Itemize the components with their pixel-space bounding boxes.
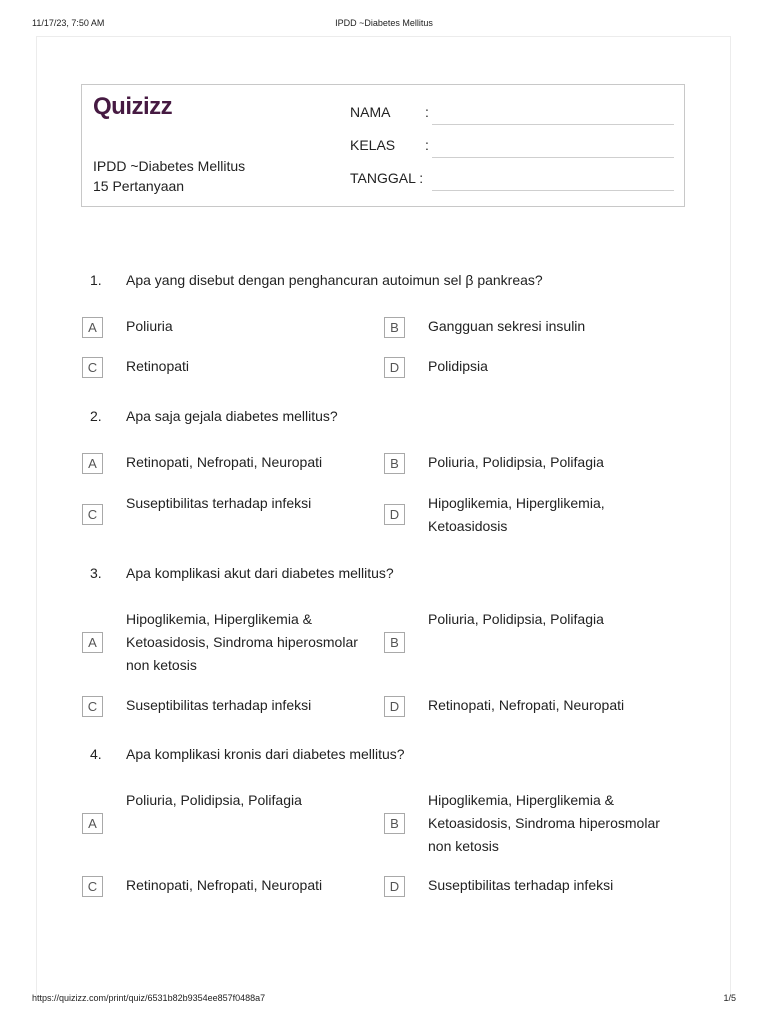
option-text: Suseptibilitas terhadap infeksi [126,697,312,713]
option-letter-box[interactable]: A [82,317,103,338]
question-count: 15 Pertanyaan [93,178,185,194]
class-input-line[interactable] [432,157,674,158]
option-text: Retinopati, Nefropati, Neuropati [428,697,625,713]
option-letter-box[interactable]: D [384,696,405,717]
option-text: Retinopati, Nefropati, Neuropati [126,877,323,893]
field-colon: : [425,137,429,153]
option-letter-box[interactable]: C [82,504,103,525]
option-letter-box[interactable]: A [82,813,103,834]
option-letter-box[interactable]: D [384,357,405,378]
name-field[interactable] [350,101,676,125]
option-text: Hipoglikemia, Hiperglikemia, Ketoasidosis [428,495,605,534]
option-text: Poliuria, Polidipsia, Polifagia [126,792,302,808]
quiz-title: IPDD ~Diabetes Mellitus [93,158,246,174]
option-text: Hipoglikemia, Hiperglikemia & Ketoasidosis, Sindroma hiperosmolar non ketosis [126,611,358,673]
option-letter-box[interactable]: C [82,696,103,717]
option-text: Poliuria, Polidipsia, Polifagia [428,454,604,470]
option-letter-box[interactable]: B [384,453,405,474]
logo-text: Quizizz [93,93,173,120]
field-colon: : [425,104,429,120]
question-number: 2. [90,408,102,424]
option-text: Poliuria, Polidipsia, Polifagia [428,611,604,627]
question-number: 4. [90,746,102,762]
class-field[interactable] [350,134,676,158]
question-text: Apa komplikasi akut dari diabetes mellitus? [126,565,394,581]
name-label: NAMA [350,104,391,120]
option-text: Poliuria [126,318,173,334]
question-text: Apa saja gejala diabetes mellitus? [126,408,338,424]
date-input-line[interactable] [432,190,674,191]
option-letter-box[interactable]: B [384,632,405,653]
option-text: Retinopati, Nefropati, Neuropati [126,454,323,470]
question-number: 1. [90,272,102,288]
option-text: Suseptibilitas terhadap infeksi [126,495,312,511]
print-datetime: 11/17/23, 7:50 AM [32,18,105,28]
date-field[interactable] [350,167,676,191]
quiz-info-box [81,84,685,207]
option-letter-box[interactable]: A [82,632,103,653]
print-header [0,18,768,32]
date-label: TANGGAL : [350,170,424,186]
quizizz-logo [93,93,172,121]
print-title: IPDD ~Diabetes Mellitus [335,18,433,28]
question-text: Apa komplikasi kronis dari diabetes mellitus? [126,746,405,762]
class-label: KELAS [350,137,396,153]
option-letter-box[interactable]: C [82,357,103,378]
name-input-line[interactable] [432,124,674,125]
option-text: Hipoglikemia, Hiperglikemia & Ketoasidosis, Sindroma hiperosmolar non ketosis [428,792,660,854]
print-footer [0,993,768,1007]
option-letter-box[interactable]: D [384,504,405,525]
page-number: 1/5 [723,993,736,1003]
print-url[interactable]: https://quizizz.com/print/quiz/6531b82b9354ee857f0488a7 [32,993,266,1003]
option-letter-box[interactable]: A [82,453,103,474]
option-letter-box[interactable]: C [82,876,103,897]
option-text: Retinopati [126,358,190,374]
option-letter-box[interactable]: B [384,813,405,834]
question-text: Apa yang disebut dengan penghancuran autoimun sel β pankreas? [126,272,543,288]
question-number: 3. [90,565,102,581]
option-text: Gangguan sekresi insulin [428,318,586,334]
option-letter-box[interactable]: D [384,876,405,897]
option-text: Polidipsia [428,358,488,374]
option-letter-box[interactable]: B [384,317,405,338]
option-text: Suseptibilitas terhadap infeksi [428,877,614,893]
